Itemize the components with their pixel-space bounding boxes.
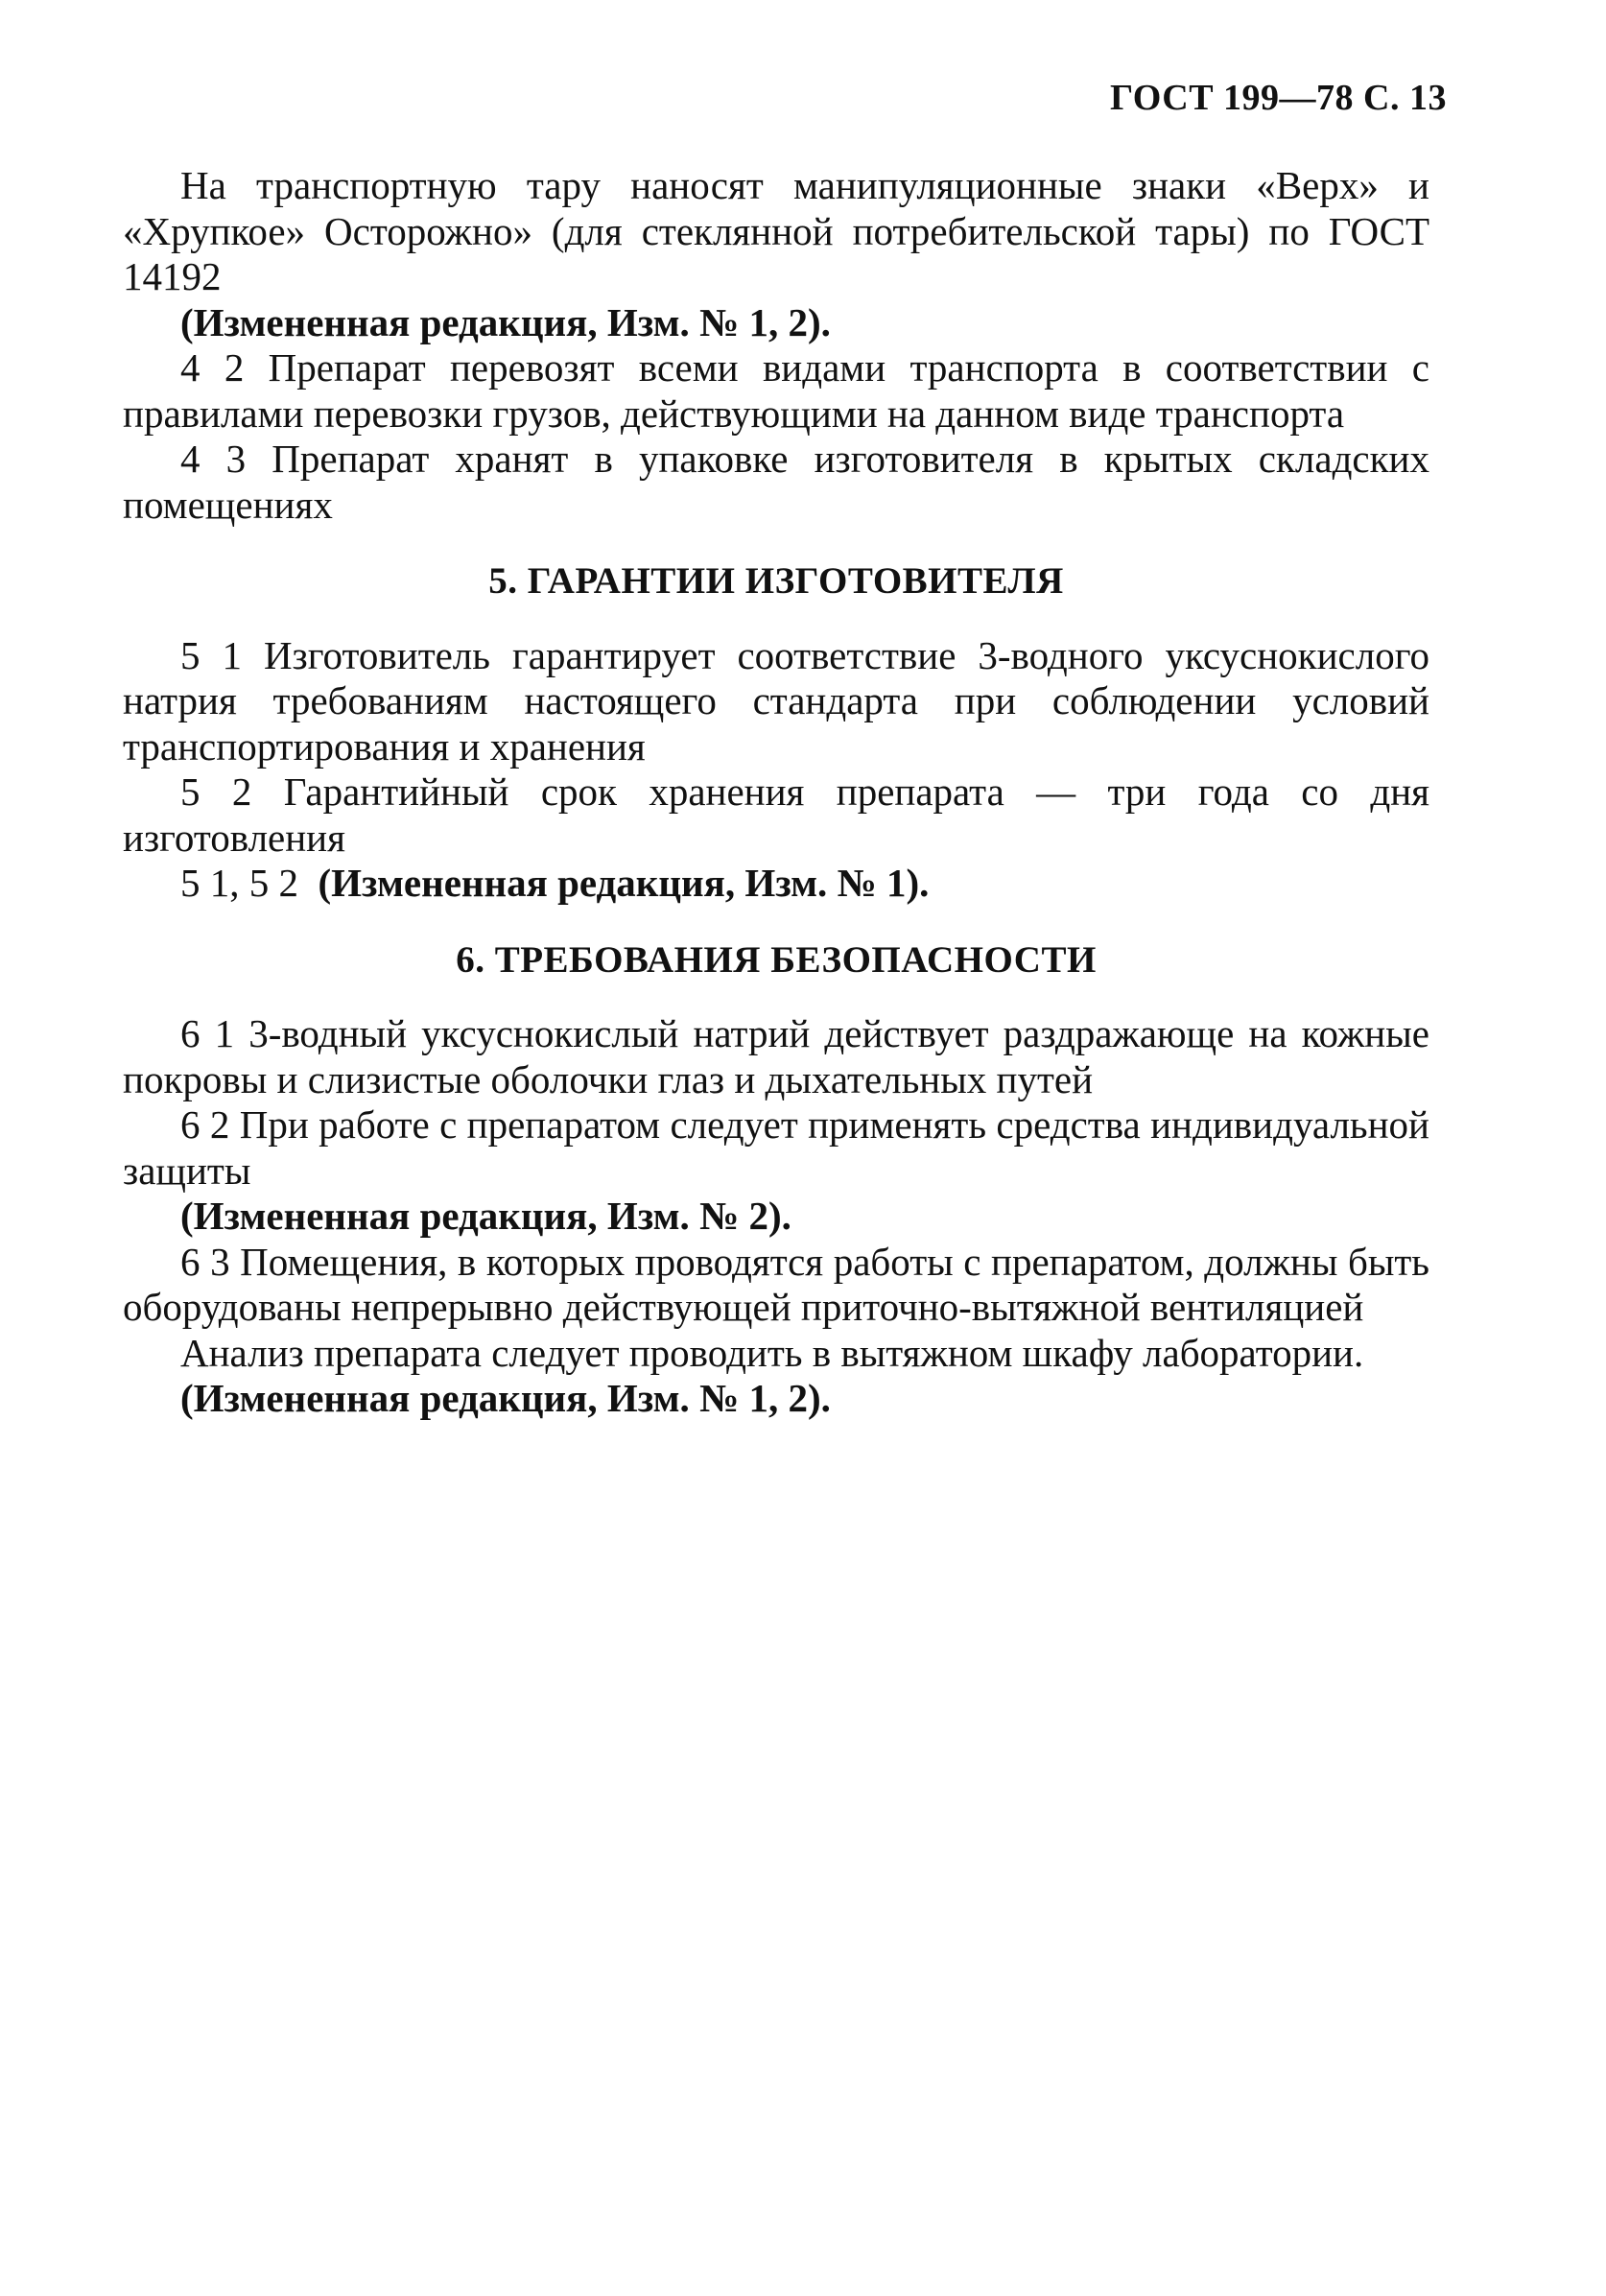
amendment-note: (Измененная редакция, Изм. № 1, 2). bbox=[180, 299, 831, 344]
paragraph-6-1: 6 1 3-водный уксуснокислый натрий действует раздражающе на кожные покровы и слизистые оболочки глаз и дыхательных путей bbox=[123, 1011, 1429, 1101]
amendment-note-5 bbox=[123, 861, 1429, 907]
section-heading-6: 6. ТРЕБОВАНИЯ БЕЗОПАСНОСТИ bbox=[456, 938, 1097, 981]
paragraph-analysis: Анализ препарата следует проводить в вытяжном шкафу лаборатории. bbox=[180, 1330, 1364, 1375]
paragraph-marking: На транспортную тару наносят манипуляционные знаки «Верх» и «Хрупкое» Осторожно» (для стеклянной потребительской тары) по ГОСТ 14192 bbox=[123, 163, 1429, 298]
paragraph-6-3: 6 3 Помещения, в которых проводятся работы с препаратом, должны быть оборудованы непрерывно действующей приточно-вытяжной вентиляцией bbox=[123, 1239, 1429, 1329]
page-header: ГОСТ 199—78 С. 13 bbox=[1110, 78, 1447, 118]
amendment-note: (Измененная редакция, Изм. № 2). bbox=[180, 1194, 791, 1238]
amendment-text: (Измененная редакция, Изм. № 1). bbox=[318, 861, 930, 905]
document-body bbox=[123, 163, 1429, 1422]
paragraph-5-2: 5 2 Гарантийный срок хранения препарата — три года со дня изготовления bbox=[123, 769, 1429, 860]
amendment-ref: 5 1, 5 2 bbox=[180, 861, 298, 905]
paragraph-4-2: 4 2 Препарат перевозят всеми видами транспорта в соответствии с правилами перевозки грузов, действующими на данном виде транспорта bbox=[123, 345, 1429, 436]
amendment-note: (Измененная редакция, Изм. № 1, 2). bbox=[180, 1376, 831, 1420]
paragraph-5-1: 5 1 Изготовитель гарантирует соответствие 3-водного уксуснокислого натрия требованиям настоящего стандарта при соблюдении условий транспортирования и хранения bbox=[123, 632, 1429, 769]
paragraph-6-2: 6 2 При работе с препаратом следует применять средства индивидуальной защиты bbox=[123, 1102, 1429, 1193]
paragraph-4-3: 4 3 Препарат хранят в упаковке изготовителя в крытых складских помещениях bbox=[123, 437, 1429, 527]
section-heading-5: 5. ГАРАНТИИ ИЗГОТОВИТЕЛЯ bbox=[488, 560, 1064, 602]
